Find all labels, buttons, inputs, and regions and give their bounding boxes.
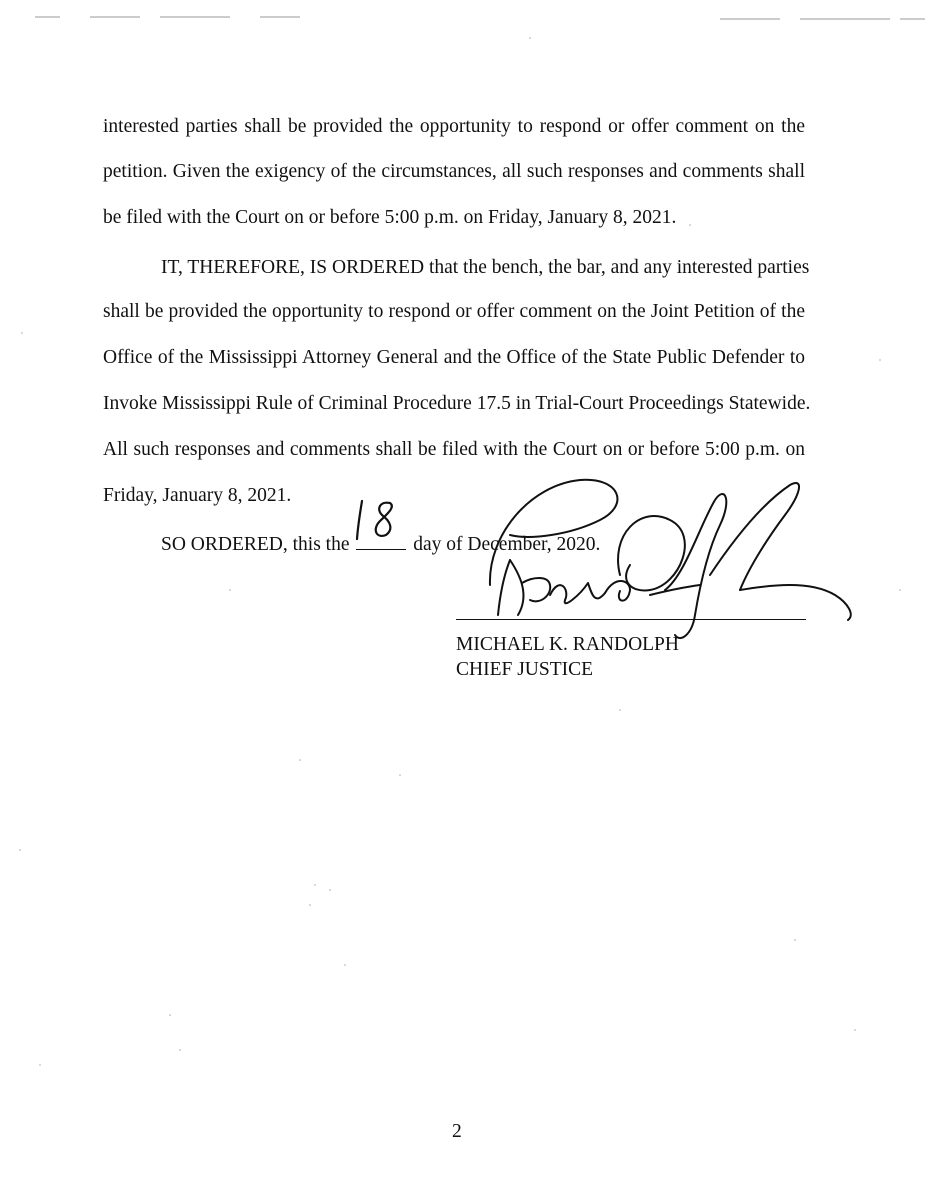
so-ordered-suffix: day of December, 2020. [413,534,601,555]
page-number: 2 [452,1121,462,1142]
body-line: Invoke Mississippi Rule of Criminal Procedure 17.5 in Trial-Court Proceedings Statewide. [103,393,811,414]
signatory-title: CHIEF JUSTICE [456,659,594,680]
signatory-block [456,632,679,682]
so-ordered-prefix: SO ORDERED, this the [161,534,350,555]
body-line: IT, THEREFORE, IS ORDERED that the bench, the bar, and any interested parties [161,257,810,278]
body-line: shall be provided the opportunity to respond or offer comment on the Joint Petition of the [103,301,805,322]
signatory-name: MICHAEL K. RANDOLPH [456,634,679,655]
body-line: Friday, January 8, 2021. [103,485,292,506]
body-line: petition. Given the exigency of the circumstances, all such responses and comments shall [103,161,805,182]
body-line: All such responses and comments shall be filed with the Court on or before 5:00 p.m. on [103,439,805,460]
body-line: be filed with the Court on or before 5:00 p.m. on Friday, January 8, 2021. [103,207,677,228]
body-line: interested parties shall be provided the opportunity to respond or offer comment on the [103,116,805,137]
body-line: Office of the Mississippi Attorney General and the Office of the State Public Defender to [103,347,805,368]
signature-scribble [470,465,860,655]
handwritten-day [350,495,410,545]
